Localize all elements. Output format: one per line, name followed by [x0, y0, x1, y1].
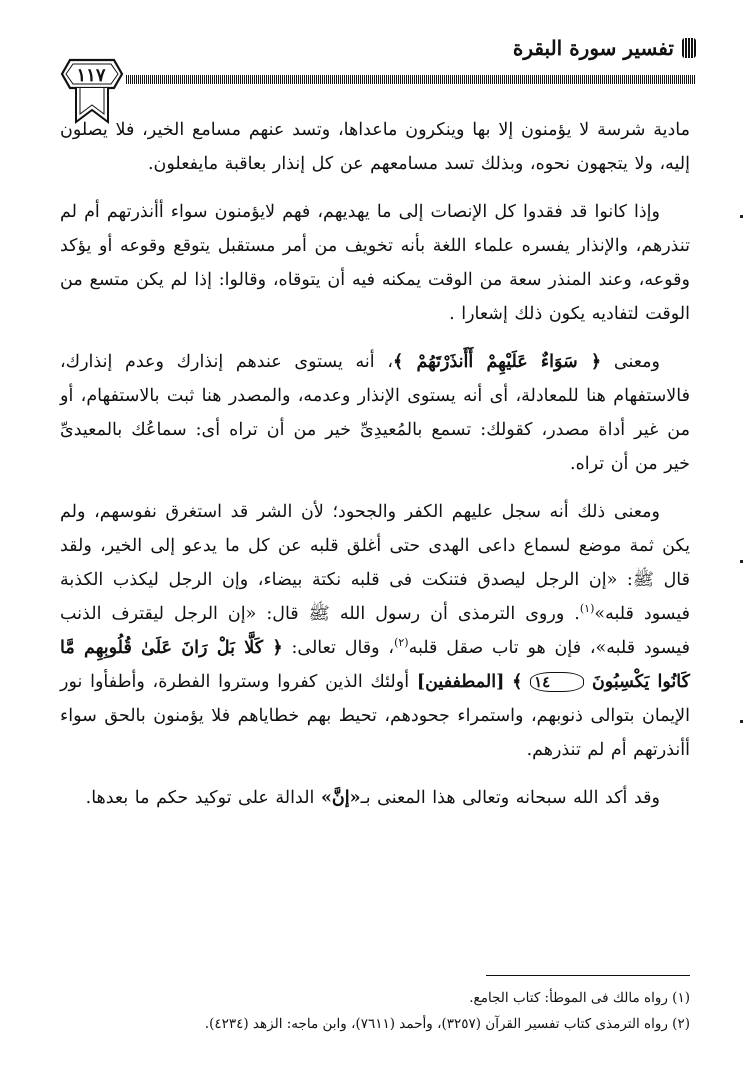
p5-text-a: وقد أكد الله سبحانه وتعالى هذا المعنى بـ — [360, 788, 660, 808]
p4-text-a: ومعنى ذلك أنه سجل عليهم الكفر والجحود؛ لأن الشر قد استغرق نفوسهم، ولم يكن ثمة موضع لسماع داعى الهدى حتى أغلق قلبه عن كل ما يدعو إلى الخير، ولقد قال ﷺ: «إن الرجل ليصدق فتنكت فى قلبه نكتة بيضاء، وإن الرجل ليكذب الكذبة فيسود قلبه» — [60, 502, 690, 624]
page-header — [56, 26, 696, 122]
paragraph-5 — [60, 781, 690, 815]
p5-text-b: الدالة على توكيد حكم ما بعدها. — [85, 788, 315, 808]
footnote-separator — [486, 975, 690, 976]
running-title-text: تفسير سورة البقرة — [512, 36, 674, 60]
p3-lead: ومعنى — [613, 352, 661, 372]
inna-word: «إنَّ» — [320, 788, 361, 808]
footnote-ref-2[interactable]: (٢) — [394, 636, 409, 650]
running-title — [513, 36, 696, 60]
footnote-ref-1[interactable]: (١) — [579, 602, 595, 616]
p4-text-d: أولئك الذين كفروا وستروا الفطرة، وأطفأوا نور الإيمان بتوالى ذنوبهم، واستمراء جحودهم، تحيط بهم خطاياهم فلا يؤمنون بالحق سواء أأنذرتهم أم لم تنذرهم. — [60, 672, 690, 760]
p4-text-c: ، وقال تعالى: — [291, 638, 395, 658]
footnote-1: (١) رواه مالك فى الموطأ: كتاب الجامع. — [469, 990, 690, 1006]
paragraph-4 — [60, 495, 690, 767]
paragraph-2: وإذا كانوا قد فقدوا كل الإنصات إلى ما يهديهم، فهم لايؤمنون سواء أأنذرتهم أم لم تنذرهم، والإنذار يفسره علماء اللغة بأنه تخويف من أمر مستقبل يتوقع وقوعه أو يؤكد وقوعه، وعند المنذر سعة من الوقت يمكنه فيه أن يتوقاه، وقالوا: إذا لم يكن متسع من الوقت لتفاديه يكون ذلك إشعارا . — [60, 202, 690, 324]
main-text — [60, 113, 690, 829]
p3-text: ، أنه يستوى عندهم إنذارك وعدم إنذارك، فالاستفهام هنا للمعادلة، أى أنه يستوى الإنذار وعدمه، والمصدر هنا ثبت بالاستفهام، أو من غير أداة مصدر، كقولك: تسمع بالمُعيدِىِّ خير من أن تراه أى: سماعُك بالمعيدىِّ خير من أن تراه. — [60, 352, 690, 474]
scan-speck — [740, 215, 743, 218]
scan-speck — [740, 720, 743, 723]
title-ornament-icon — [682, 38, 696, 58]
scan-speck — [740, 560, 743, 563]
surah-name: [المطففين] — [416, 672, 505, 692]
header-rule — [126, 75, 696, 84]
p4-text-b: . وروى الترمذى أن رسول الله ﷺ قال: «إن الرجل ليقترف الذنب فيسود قلبه»، فإن هو تاب صقل قلبه — [60, 604, 690, 658]
quran-verse-2: ﴿ كَلَّا بَلْ رَانَ عَلَىٰ قُلُوبِهِم مَّا كَانُوا يَكْسِبُونَ — [60, 638, 690, 692]
paragraph-3 — [60, 345, 690, 481]
paragraph-1: مادية شرسة لا يؤمنون إلا بها وينكرون ماعداها، وتسد عنهم مسامع الخير، فلا يصلون إليه، ولا يتجهون نحوه، وبذلك تسد مسامعهم عن كل إنذار بعاقبة مايفعلون. — [60, 120, 690, 174]
quran-verse: ﴿ سَوَاءٌ عَلَيْهِمْ أَأَنذَرْتَهُمْ ﴾ — [393, 352, 602, 372]
quran-close: ﴾ — [512, 672, 523, 692]
page-number: ١١٧ — [76, 65, 106, 86]
footnote-2: (٢) رواه الترمذى كتاب تفسير القرآن (٣٢٥٧)، وأحمد (٧٦١١)، وابن ماجه: الزهد (٤٢٣٤). — [204, 1016, 690, 1032]
footnotes — [60, 985, 690, 1037]
verse-number: ١٤ — [530, 672, 584, 692]
